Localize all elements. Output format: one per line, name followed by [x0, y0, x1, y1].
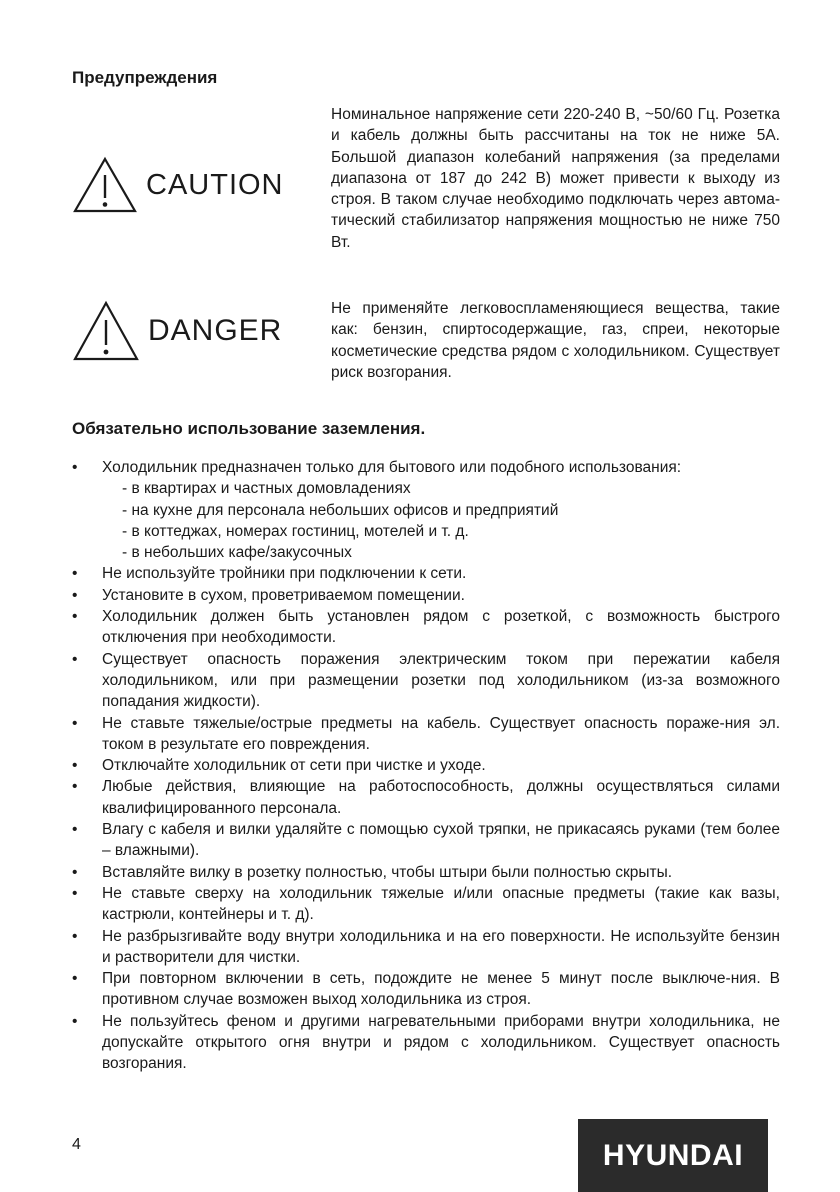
danger-label: DANGER	[148, 314, 283, 347]
sub-list	[102, 478, 780, 563]
bullet-icon: •	[72, 1012, 78, 1030]
bullet-icon: •	[72, 821, 78, 839]
list-item-text: Холодильник должен быть установлен рядом с розеткой, с возможность быстрого отключения при необходимости.	[102, 608, 780, 647]
brand-logo	[578, 1119, 768, 1192]
bullet-icon: •	[72, 608, 78, 626]
caution-block	[72, 104, 780, 284]
bullet-icon: •	[72, 565, 78, 583]
bullet-icon: •	[72, 884, 78, 902]
danger-sign	[72, 300, 282, 362]
sub-list-item: - в коттеджах, номерах гостиниц, мотелей и т. д.	[122, 522, 469, 540]
list-item-text: Существует опасность поражения электрическим током при пережатии кабеля холодильником, или при размещении розетки под холодильником (из-за возможного попадания жидкости).	[102, 650, 780, 711]
bullet-icon: •	[72, 927, 78, 945]
danger-text: Не применяйте легковоспламеняющиеся вещества, такие как: бензин, спиртосодержащие, газ, спреи, некоторые косметические средства рядом с холодильником. Существует риск возгорания.	[331, 300, 780, 381]
list-item	[72, 457, 780, 563]
bullet-icon: •	[72, 586, 78, 604]
list-item-text: Не пользуйтесь феном и другими нагревательными приборами внутри холодильника, не допускайте открытого огня внутри и рядом с холодильником. Существует опасность возгорания.	[102, 1012, 780, 1073]
safety-instructions-list	[72, 457, 780, 1075]
caution-sign	[72, 156, 284, 214]
caution-label: CAUTION	[146, 168, 284, 201]
brand-name: HYUNDAI	[602, 1138, 744, 1172]
bullet-icon: •	[72, 757, 78, 775]
list-item	[72, 755, 780, 776]
sub-list-item: - в квартирах и частных домовладениях	[122, 480, 411, 498]
list-item	[72, 968, 780, 1011]
page-number: 4	[72, 1136, 81, 1153]
list-item-text: Не используйте тройники при подключении к сети.	[102, 565, 467, 583]
list-item	[72, 883, 780, 926]
list-item-text: Не ставьте сверху на холодильник тяжелые и/или опасные предметы (такие как вазы, кастрюли, контейнеры и т. д).	[102, 884, 780, 924]
bullet-icon: •	[72, 863, 78, 881]
list-item	[72, 819, 780, 862]
list-item	[72, 713, 780, 756]
list-item-text: Влагу с кабеля и вилки удаляйте с помощью сухой тряпки, не прикасаясь руками (тем более – влажными).	[102, 821, 780, 860]
grounding-heading: Обязательно использование заземления.	[72, 419, 426, 438]
list-item-text: Не ставьте тяжелые/острые предметы на кабель. Существует опасность пораже-ния эл. током в результате его повреждения.	[102, 714, 780, 753]
danger-block	[72, 298, 780, 398]
warning-triangle-icon	[72, 300, 140, 362]
list-item-text: Любые действия, влияющие на работоспособность, должны осуществляться силами квалифицированного персонала.	[102, 778, 780, 817]
list-item-text: Не разбрызгивайте воду внутри холодильника и на его поверхности. Не используйте бензин и растворители для чистки.	[102, 927, 780, 966]
list-item	[72, 649, 780, 713]
list-item	[72, 862, 780, 883]
list-item-text: Вставляйте вилку в розетку полностью, чтобы штыри были полностью скрыты.	[102, 863, 673, 881]
list-item-text: Холодильник предназначен только для бытового или подобного использования:	[102, 459, 682, 476]
list-item	[72, 585, 780, 606]
list-item	[72, 606, 780, 649]
caution-text: Номинальное напряжение сети 220-240 В, ~50/60 Гц. Розетка и кабель должны быть рассчитаны на ток не ниже 5А. Большой диапазон колебаний напряжения (за пределами диапазона от 187 до 242 В) может привести к выходу из строя. В таком случае необходимо подключать через автома-тический стабилизатор напряжения мощностью не ниже 750 Вт.	[331, 106, 780, 251]
sub-list-item: - в небольших кафе/закусочных	[122, 544, 352, 562]
list-item	[72, 926, 780, 969]
bullet-icon: •	[72, 459, 78, 476]
bullet-icon: •	[72, 650, 78, 668]
list-item	[72, 1011, 780, 1075]
list-item	[72, 776, 780, 819]
warnings-heading: Предупреждения	[72, 68, 218, 87]
sub-list-item: - на кухне для персонала небольших офисов и предприятий	[122, 501, 559, 519]
list-item-text: При повторном включении в сеть, подождите не менее 5 минут после выключе-ния. В противном случае возможен выход холодильника из строя.	[102, 970, 780, 1009]
list-item-text: Установите в сухом, проветриваемом помещении.	[102, 586, 465, 604]
bullet-icon: •	[72, 970, 78, 988]
warning-triangle-icon	[72, 156, 138, 214]
bullet-icon: •	[72, 714, 78, 732]
bullet-icon: •	[72, 778, 78, 796]
list-item	[72, 563, 780, 584]
list-item-text: Отключайте холодильник от сети при чистке и уходе.	[102, 757, 486, 775]
